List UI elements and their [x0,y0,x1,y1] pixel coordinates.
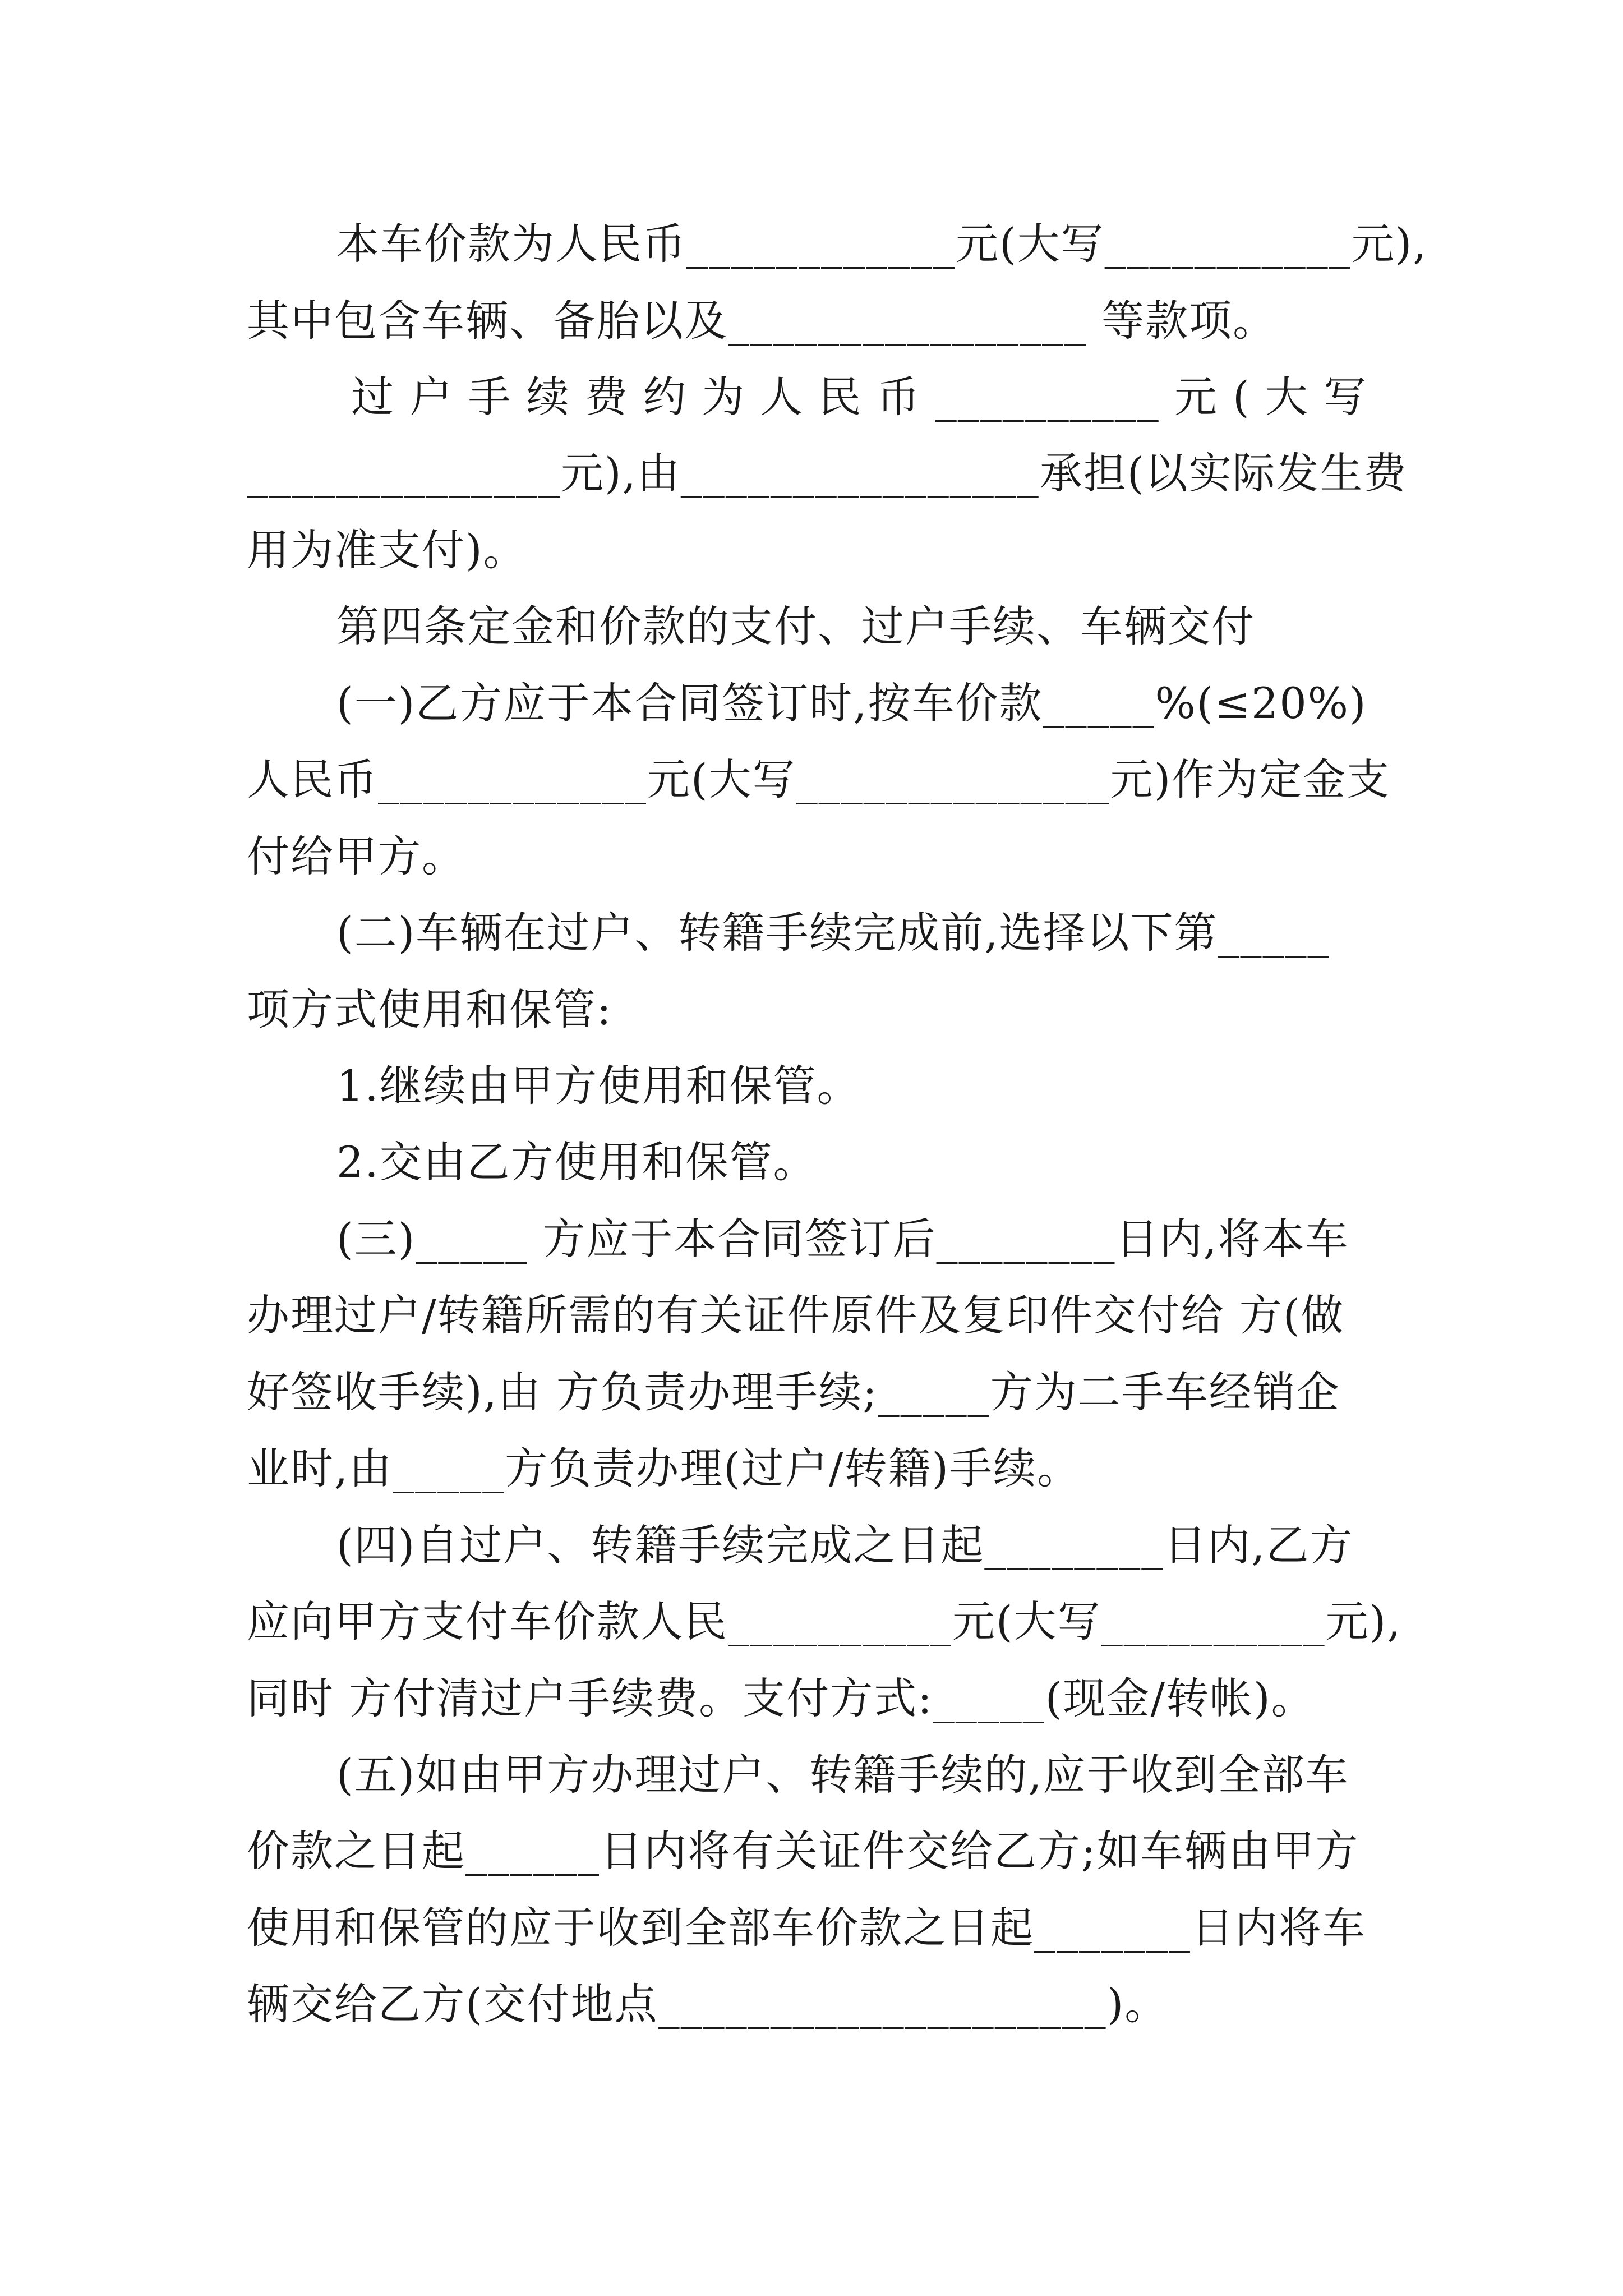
paragraph-line: 应向甲方支付车价款人民__________元(大写__________元), [247,1596,1402,1646]
section-heading: 第四条定金和价款的支付、过户手续、车辆交付 [336,601,1255,651]
list-item: 1.继续由甲方使用和保管。 [336,1061,861,1111]
paragraph-line: (五)如由甲方办理过户、转籍手续的,应于收到全部车 [336,1750,1349,1800]
paragraph-line: 业时,由_____方负责办理(过户/转籍)手续。 [247,1443,1081,1493]
paragraph-line: 辆交给乙方(交付地点____________________)。 [247,1979,1169,2029]
paragraph-line: (一)乙方应于本合同签订时,按车价款_____%(≤20%) [336,678,1367,728]
paragraph-line: (四)自过户、转籍手续完成之日起________日内,乙方 [336,1520,1354,1570]
paragraph-line: 人民币____________元(大写______________元)作为定金支 [247,754,1391,804]
paragraph-line: 好签收手续),由 方负责办理手续;_____方为二手车经销企 [247,1367,1340,1417]
paragraph-line: 项方式使用和保管: [247,984,612,1034]
paragraph-line: 本车价款为人民币____________元(大写___________元), [336,219,1428,269]
paragraph-line: 同时 方付清过户手续费。支付方式:_____(现金/转帐)。 [247,1673,1315,1723]
paragraph-line: 价款之日起______日内将有关证件交给乙方;如车辆由甲方 [247,1826,1359,1876]
paragraph-line: ______________元),由________________承担(以实际发生费 [247,448,1408,498]
paragraph-line: 付给甲方。 [247,831,465,881]
paragraph-line: 过 户 手 续 费 约 为 人 民 币 __________ 元 ( 大 写 [336,372,1368,422]
paragraph-line: 使用和保管的应于收到全部车价款之日起_______日内将车 [247,1903,1366,1953]
paragraph-line: (三)_____ 方应于本合同签订后________日内,将本车 [336,1214,1349,1264]
paragraph-line: 用为准支付)。 [247,525,527,575]
paragraph-line: 办理过户/转籍所需的有关证件原件及复印件交付给 方(做 [247,1290,1345,1340]
list-item: 2.交由乙方使用和保管。 [336,1137,817,1187]
paragraph-line: 其中包含车辆、备胎以及________________ 等款项。 [247,296,1277,346]
paragraph-line: (二)车辆在过户、转籍手续完成前,选择以下第_____ [336,908,1330,958]
